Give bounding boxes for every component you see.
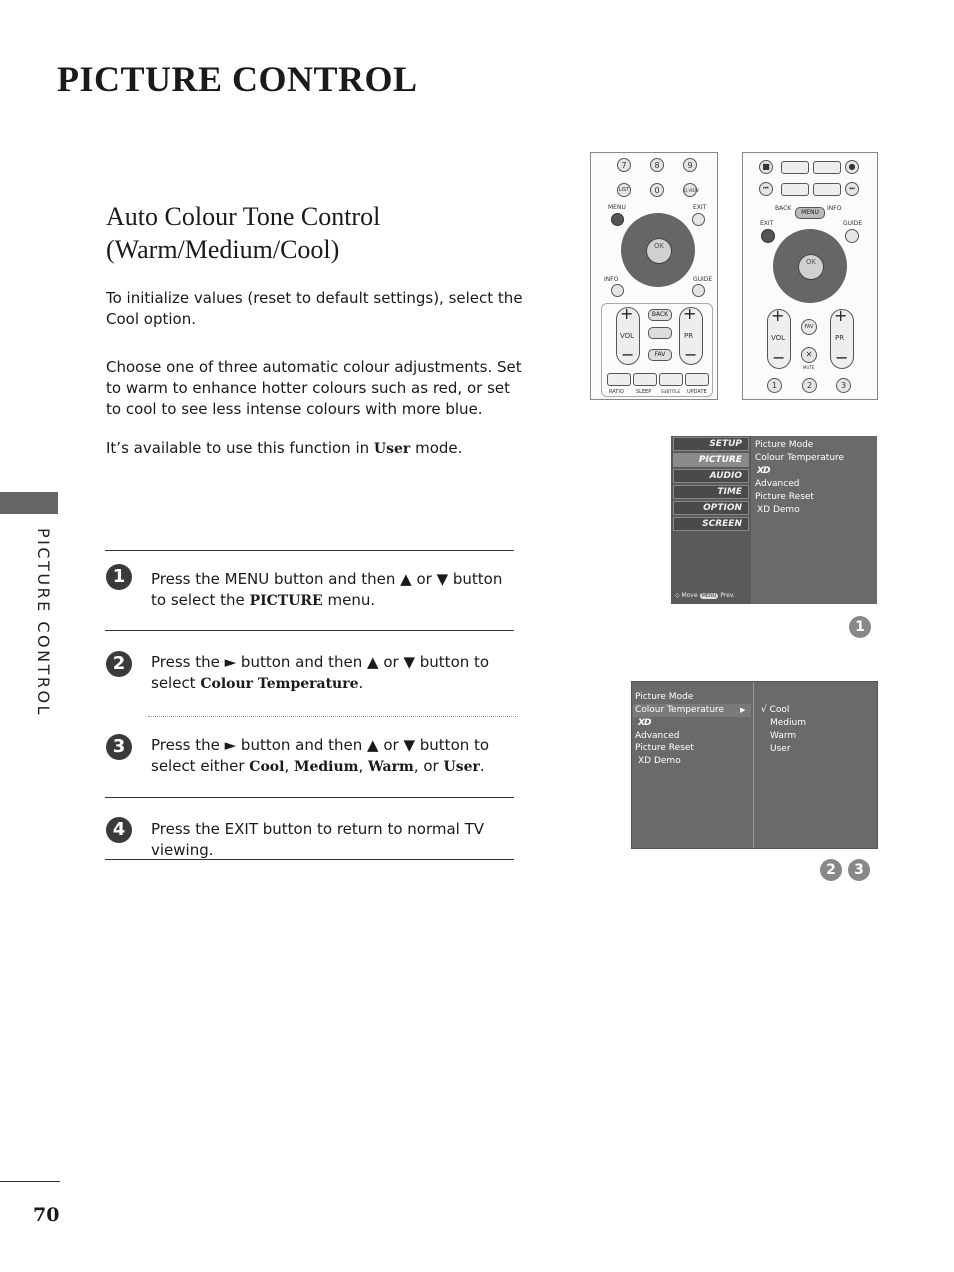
step-1-text: [151, 569, 521, 612]
side-section-label: PICTURE CONTROL: [34, 528, 53, 717]
back-button: BACK: [648, 309, 672, 321]
minus-icon: −: [684, 345, 698, 364]
exit-button: [692, 213, 705, 226]
number-button: 9: [683, 158, 697, 172]
mute-icon: ✕: [801, 347, 817, 363]
play-button: [781, 161, 809, 174]
subtitle-button: [659, 373, 683, 386]
fast-forward-button: [813, 183, 841, 196]
section-heading-line2: (Warm/Medium/Cool): [106, 235, 340, 264]
info-label: INFO: [827, 205, 842, 212]
user-mode-suffix: mode.: [415, 439, 463, 457]
osd-item-picture-mode: Picture Mode: [755, 440, 814, 450]
menu-tab-option: OPTION: [673, 501, 749, 515]
osd-item-xd: XD: [757, 466, 770, 476]
fav-button: FAV: [648, 349, 672, 361]
menu-tab-setup: SETUP: [673, 437, 749, 451]
plus-icon: +: [771, 306, 785, 325]
step-4-text-a: Press the: [151, 820, 225, 838]
step-divider: [105, 859, 514, 860]
plus-icon: +: [620, 304, 634, 323]
subtitle-label: SUBTITLE: [661, 389, 681, 394]
user-mode-prefix: It’s available to use this function in: [106, 439, 370, 457]
step-2-text-a: Press the ► button and then ▲ or ▼ button to select: [151, 653, 490, 692]
osd-item-advanced: Advanced: [755, 479, 800, 489]
info-button: [611, 284, 624, 297]
guide-button: [845, 229, 859, 243]
guide-label: GUIDE: [843, 220, 863, 227]
section-heading: [106, 200, 526, 266]
record-button: ●: [845, 160, 859, 174]
footer-prev: Prev.: [720, 592, 735, 599]
mute-label: MUTE: [803, 365, 815, 370]
step-3-text: [151, 735, 521, 778]
menu-tab-picture: PICTURE: [673, 453, 749, 467]
step-number-1: 1: [106, 564, 132, 590]
exit-button: [761, 229, 775, 243]
footer-move: Move: [681, 592, 698, 599]
number-button: 8: [650, 158, 664, 172]
menu-chip: MENU: [701, 593, 717, 599]
page-number: 70: [33, 1204, 60, 1226]
medium-keyword: Medium: [293, 759, 359, 775]
exit-label: EXIT: [760, 220, 774, 227]
osd-item-picture-mode: Picture Mode: [635, 692, 694, 702]
user-mode-keyword: User: [373, 441, 411, 457]
step-badge-2: 2: [820, 859, 842, 881]
ratio-button: [607, 373, 631, 386]
mute-button: [648, 327, 672, 339]
update-button: [685, 373, 709, 386]
user-keyword: User: [443, 759, 480, 775]
step-2-text-b: .: [358, 674, 364, 692]
step-badge-1: 1: [849, 616, 871, 638]
step-number-2: 2: [106, 651, 132, 677]
back-label: BACK: [775, 205, 792, 212]
intro-paragraph-choose: Choose one of three automatic colour adjustments. Set to warm to enhance hotter colours such as red, or set to cool to see less intense colours with more blue.: [106, 358, 522, 418]
remote-control-illustration-a: [590, 152, 718, 400]
option-medium: Medium: [770, 718, 806, 728]
rewind-button: [781, 183, 809, 196]
picture-keyword: PICTURE: [249, 593, 323, 609]
ratio-label: RATIO: [609, 389, 624, 395]
number-button: 7: [617, 158, 631, 172]
step-divider: [105, 797, 514, 798]
pause-button: [813, 161, 841, 174]
osd-item-colour-temperature: Colour Temperature: [755, 453, 845, 463]
osd-item-picture-reset: Picture Reset: [635, 743, 694, 753]
vol-label: VOL: [771, 334, 786, 342]
osd-colour-temperature-menu: [631, 681, 878, 849]
fav-button: FAV: [801, 319, 817, 335]
step-3-text-d: , or: [413, 757, 444, 775]
pr-label: PR: [684, 332, 694, 340]
osd-item-advanced: Advanced: [635, 731, 680, 741]
stop-button: ■: [759, 160, 773, 174]
menu-keyword: MENU: [224, 570, 270, 588]
step-3-text-c: ,: [358, 757, 369, 775]
ok-button: OK: [646, 238, 672, 264]
section-heading-line1: Auto Colour Tone Control: [106, 202, 381, 231]
skip-forward-button: ⏭: [845, 182, 859, 196]
exit-keyword: EXIT: [224, 820, 258, 838]
step-number-4: 4: [106, 817, 132, 843]
osd-item-xd-demo: XD Demo: [757, 505, 800, 515]
plus-icon: +: [834, 306, 848, 325]
number-button: 0: [650, 183, 664, 197]
qview-button: Q.VIEW: [683, 183, 697, 197]
info-label: INFO: [604, 276, 619, 283]
number-button: 3: [836, 378, 851, 393]
step-3-text-e: .: [479, 757, 485, 775]
step-1-text-a: Press the: [151, 570, 225, 588]
menu-button: MENU: [795, 207, 825, 219]
list-button: LIST: [617, 183, 631, 197]
guide-label: GUIDE: [693, 276, 713, 283]
intro-paragraph-user-mode: [106, 438, 526, 460]
menu-button: [611, 213, 624, 226]
osd-item-picture-reset: Picture Reset: [755, 492, 814, 502]
plus-icon: +: [683, 304, 697, 323]
minus-icon: −: [772, 348, 786, 367]
step-3-text-a: Press the ► button and then ▲ or ▼ button to select either: [151, 736, 490, 775]
step-2-text: [151, 652, 521, 695]
step-4-text: [151, 819, 531, 861]
cool-keyword: Cool: [249, 759, 285, 775]
step-divider: [105, 630, 514, 631]
option-user: User: [770, 744, 791, 754]
minus-icon: −: [621, 345, 635, 364]
step-badge-3: 3: [848, 859, 870, 881]
remote-control-illustration-b: [742, 152, 878, 400]
number-button: 2: [802, 378, 817, 393]
arrow-right-icon: ▶: [740, 706, 746, 714]
option-cool: √ Cool: [761, 705, 790, 715]
osd-item-xd-demo: XD Demo: [638, 756, 681, 766]
move-icon: ◇: [675, 592, 680, 599]
side-tab-marker: [0, 492, 58, 514]
pr-label: PR: [835, 334, 845, 342]
footer-rule: [0, 1181, 60, 1182]
menu-label: MENU: [608, 204, 626, 211]
step-divider: [105, 550, 514, 551]
menu-tab-time: TIME: [673, 485, 749, 499]
number-button: 1: [767, 378, 782, 393]
vol-label: VOL: [620, 332, 635, 340]
osd-footer: [675, 592, 735, 599]
osd-item-colour-temperature: Colour Temperature: [635, 705, 725, 715]
step-4-text-b: button to return to normal TV viewing.: [151, 820, 485, 859]
step-number-3: 3: [106, 734, 132, 760]
sleep-label: SLEEP: [636, 389, 652, 395]
step-3-text-b: ,: [284, 757, 294, 775]
option-warm: Warm: [770, 731, 797, 741]
step-divider-dotted: [148, 716, 518, 717]
minus-icon: −: [835, 348, 849, 367]
intro-paragraph-reset: To initialize values (reset to default settings), select the Cool option.: [106, 289, 523, 328]
osd-column-divider: [753, 682, 754, 848]
menu-tab-screen: SCREEN: [673, 517, 749, 531]
step-1-text-b: button and then ▲ or ▼ button to select the: [151, 570, 503, 609]
colour-temperature-keyword: Colour Temperature: [200, 676, 359, 692]
sleep-button: [633, 373, 657, 386]
osd-picture-menu: [671, 436, 877, 604]
warm-keyword: Warm: [368, 759, 414, 775]
guide-button: [692, 284, 705, 297]
update-label: UPDATE: [687, 389, 707, 395]
ok-button: OK: [798, 254, 824, 280]
skip-back-button: ⏮: [759, 182, 773, 196]
exit-label: EXIT: [693, 204, 707, 211]
page-title: PICTURE CONTROL: [57, 59, 418, 99]
osd-item-xd: XD: [638, 718, 651, 728]
step-1-text-c: menu.: [322, 591, 376, 609]
menu-tab-audio: AUDIO: [673, 469, 749, 483]
